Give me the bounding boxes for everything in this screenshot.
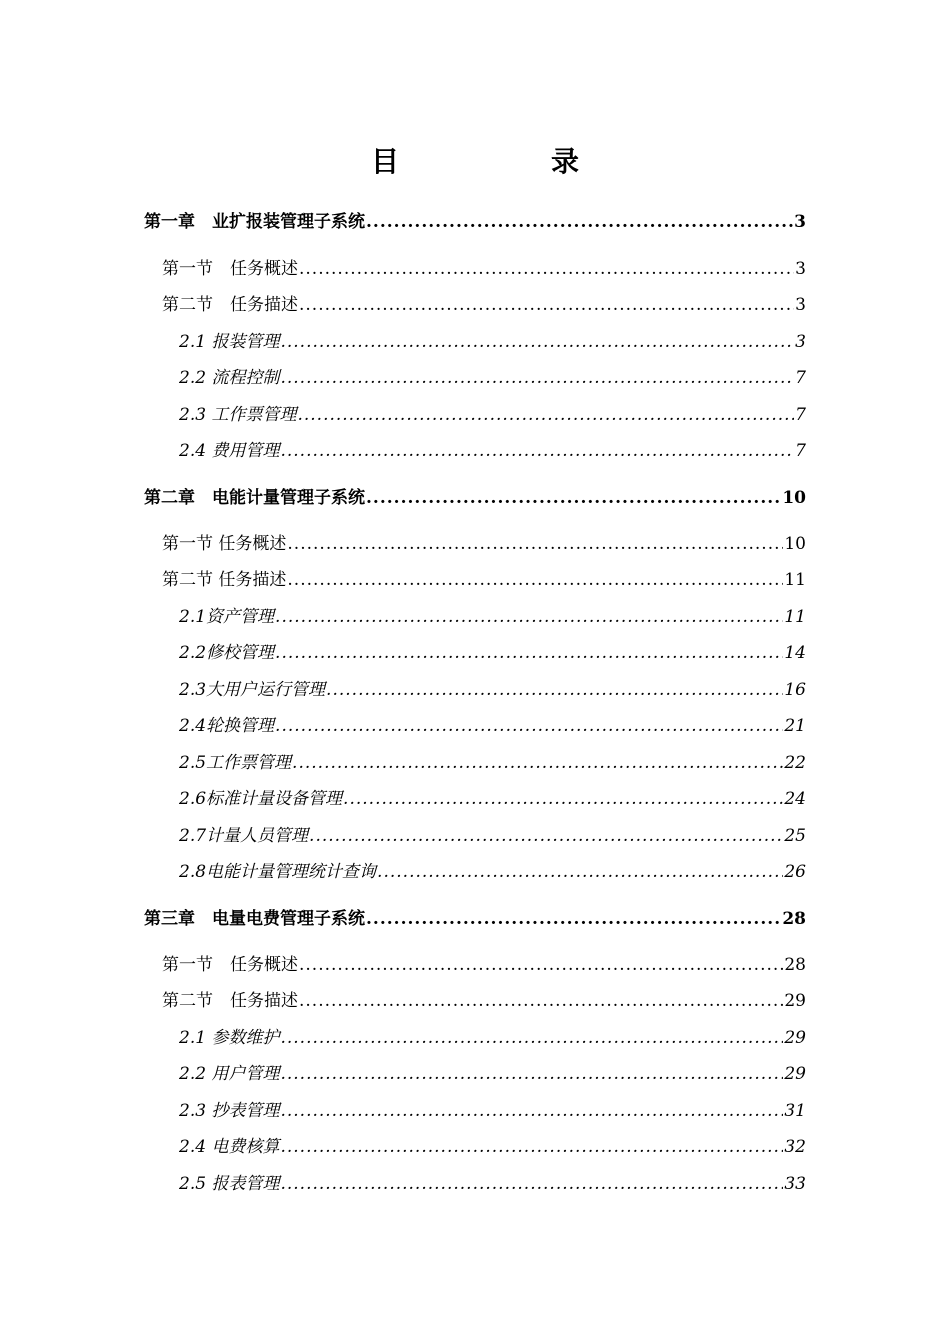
toc-page-number: 16 [784, 680, 806, 700]
toc-page-number: 24 [784, 789, 806, 809]
toc-entry-label: 第二节 任务描述 [162, 570, 287, 590]
toc-dot-leader [377, 861, 783, 883]
toc-dot-leader [275, 606, 783, 628]
toc-entry-chapter[interactable] [144, 211, 806, 233]
toc-entry-label: 2.2修校管理 [179, 643, 275, 663]
toc-dot-leader [280, 1027, 783, 1049]
toc-entry-sub[interactable] [179, 1173, 806, 1195]
toc-entry-label: 第二节 任务描述 [162, 295, 298, 315]
toc-entry-label: 2.3大用户运行管理 [179, 680, 326, 700]
toc-page-number: 33 [784, 1174, 806, 1194]
toc-entry-label: 2.1 报装管理 [179, 332, 280, 352]
toc-dot-leader [366, 487, 781, 509]
toc-entry-sub[interactable] [179, 752, 806, 774]
toc-dot-leader [280, 1063, 783, 1085]
toc-dot-leader [280, 1100, 783, 1122]
toc-entry-label: 2.7计量人员管理 [179, 826, 309, 846]
toc-entry-chapter[interactable] [144, 908, 806, 930]
toc-page-number: 3 [794, 212, 806, 232]
toc-page-number: 29 [784, 1064, 806, 1084]
toc-entry-sub[interactable] [179, 367, 806, 389]
toc-entry-label: 2.2 流程控制 [179, 368, 280, 388]
toc-dot-leader [326, 679, 783, 701]
toc-entry-section[interactable] [162, 990, 806, 1012]
toc-page-number: 11 [784, 570, 806, 590]
toc-page-number: 29 [784, 1028, 806, 1048]
toc-entry-sub[interactable] [179, 861, 806, 883]
toc-page-number: 7 [795, 441, 806, 461]
toc-entry-label: 第三章 电量电费管理子系统 [144, 909, 365, 929]
toc-dot-leader [275, 642, 783, 664]
toc-dot-leader [343, 788, 783, 810]
toc-page-number: 10 [782, 488, 806, 508]
toc-page-number: 7 [795, 368, 806, 388]
toc-dot-leader [287, 569, 783, 591]
toc-page-number: 3 [795, 295, 806, 315]
toc-entry-label: 2.4 电费核算 [179, 1137, 280, 1157]
toc-entry-label: 2.3 工作票管理 [179, 405, 297, 425]
toc-entry-section[interactable] [162, 569, 806, 591]
toc-entry-label: 2.5工作票管理 [179, 753, 292, 773]
toc-entry-label: 第二章 电能计量管理子系统 [144, 488, 365, 508]
toc-entry-sub[interactable] [179, 825, 806, 847]
toc-page-number: 21 [784, 716, 806, 736]
toc-dot-leader [297, 404, 794, 426]
toc-dot-leader [366, 211, 793, 233]
toc-entry-label: 第二节 任务描述 [162, 991, 298, 1011]
toc-entry-label: 2.1资产管理 [179, 607, 275, 627]
toc-dot-leader [299, 258, 794, 280]
toc-entry-sub[interactable] [179, 1027, 806, 1049]
toc-page-number: 3 [795, 332, 806, 352]
toc-dot-leader [287, 533, 783, 555]
toc-entry-sub[interactable] [179, 404, 806, 426]
toc-entry-sub[interactable] [179, 715, 806, 737]
toc-entry-label: 2.1 参数维护 [179, 1028, 280, 1048]
toc-entry-section[interactable] [162, 258, 806, 280]
toc-entry-sub[interactable] [179, 1136, 806, 1158]
toc-entry-sub[interactable] [179, 331, 806, 353]
toc-title: 目 录 [370, 145, 611, 178]
toc-entry-sub[interactable] [179, 440, 806, 462]
toc-entry-label: 2.6标准计量设备管理 [179, 789, 343, 809]
toc-dot-leader [299, 954, 783, 976]
toc-dot-leader [299, 294, 794, 316]
toc-entry-label: 第一节 任务概述 [162, 534, 287, 554]
toc-page-number: 11 [784, 607, 806, 627]
toc-dot-leader [280, 1136, 783, 1158]
toc-page-number: 14 [784, 643, 806, 663]
toc-entry-sub[interactable] [179, 1100, 806, 1122]
toc-entry-label: 第一章 业扩报装管理子系统 [144, 212, 365, 232]
toc-entry-label: 2.3 抄表管理 [179, 1101, 280, 1121]
toc-page-number: 26 [784, 862, 806, 882]
toc-page-number: 3 [795, 259, 806, 279]
toc-dot-leader [275, 715, 783, 737]
toc-entry-label: 第一节 任务概述 [162, 259, 298, 279]
toc-page-number: 10 [784, 534, 806, 554]
toc-entry-label: 2.4 费用管理 [179, 441, 280, 461]
toc-entry-section[interactable] [162, 533, 806, 555]
toc-entry-sub[interactable] [179, 642, 806, 664]
toc-entry-sub[interactable] [179, 679, 806, 701]
toc-entry-section[interactable] [162, 294, 806, 316]
toc-entry-section[interactable] [162, 954, 806, 976]
toc-dot-leader [366, 908, 781, 930]
toc-entry-label: 2.5 报表管理 [179, 1174, 280, 1194]
toc-dot-leader [280, 367, 794, 389]
toc-entry-sub[interactable] [179, 1063, 806, 1085]
toc-dot-leader [280, 1173, 783, 1195]
toc-dot-leader [309, 825, 783, 847]
toc-page-number: 32 [784, 1137, 806, 1157]
toc-entry-label: 2.8电能计量管理统计查询 [179, 862, 377, 882]
toc-entry-sub[interactable] [179, 606, 806, 628]
toc-page-number: 7 [795, 405, 806, 425]
toc-entry-chapter[interactable] [144, 487, 806, 509]
toc-dot-leader [292, 752, 783, 774]
toc-page-number: 28 [784, 955, 806, 975]
toc-page-number: 25 [784, 826, 806, 846]
toc-page-number: 22 [784, 753, 806, 773]
toc-entry-sub[interactable] [179, 788, 806, 810]
toc-dot-leader [280, 440, 794, 462]
toc-entry-label: 2.2 用户管理 [179, 1064, 280, 1084]
toc-dot-leader [280, 331, 794, 353]
toc-dot-leader [299, 990, 783, 1012]
toc-entry-label: 2.4轮换管理 [179, 716, 275, 736]
toc-page-number: 31 [784, 1101, 806, 1121]
toc-entry-label: 第一节 任务概述 [162, 955, 298, 975]
toc-page-number: 28 [782, 909, 806, 929]
toc-page-number: 29 [784, 991, 806, 1011]
